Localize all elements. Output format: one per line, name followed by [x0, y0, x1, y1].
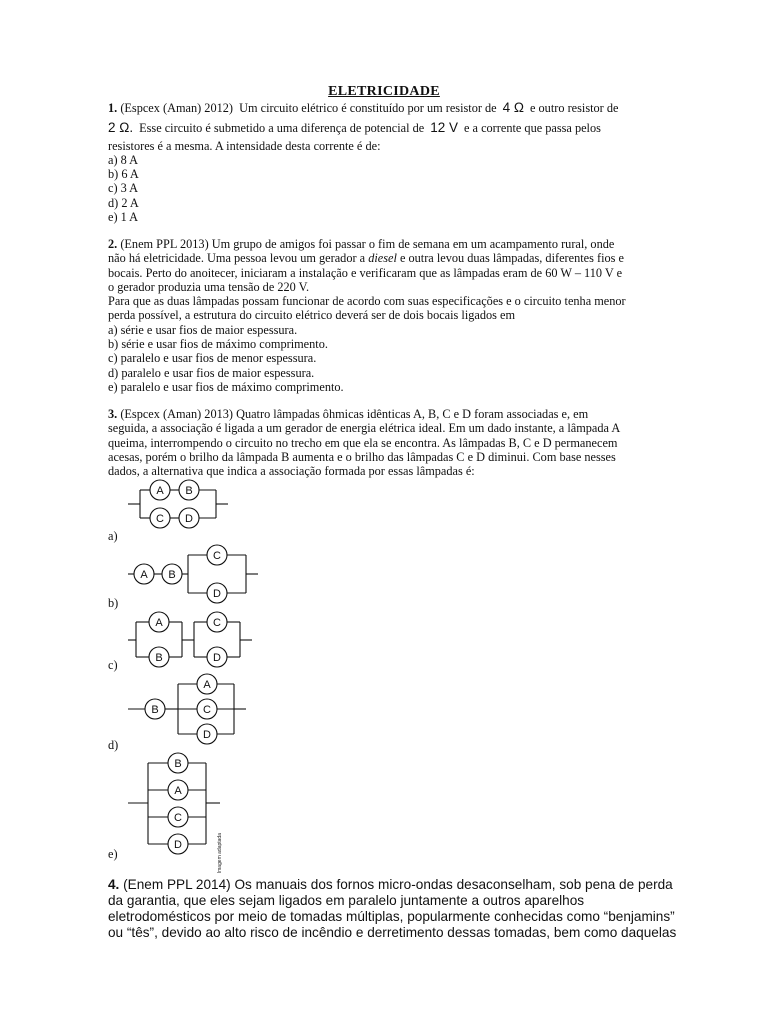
page-title: ELETRICIDADE [328, 84, 440, 99]
q1-voltage: 12 V [430, 120, 458, 136]
q2-line-6: perda possível, a estrutura do circuito elétrico deverá ser de dois bocais ligados em [108, 308, 516, 323]
q1-text-d: e a corrente que passa pelos [464, 121, 601, 136]
q4-line-4: ou “tês”, devido ao alto risco de incêndio e derretimento dessas tomadas, bem como daquelas [108, 925, 677, 940]
q3-line-2: seguida, a associação é ligada a um gerador de energia elétrica ideal. Em um dado instante, a lâmpada A [108, 421, 621, 436]
q1-source: (Espcex (Aman) 2012) [120, 101, 233, 115]
q2-option-a[interactable]: a) série e usar fios de maior espessura. [108, 322, 298, 337]
q2-option-b[interactable]: b) série e usar fios de máximo comprimento. [108, 337, 328, 352]
lamp-d-label: D [185, 513, 193, 525]
q3-option-d[interactable]: d) [108, 738, 119, 752]
q2-diesel: diesel [368, 251, 397, 266]
q1-line-2 [108, 121, 658, 135]
q3-number: 3. [108, 407, 118, 421]
q2-option-d[interactable]: d) paralelo e usar fios de maior espessura. [108, 365, 315, 380]
q2-line-5: Para que as duas lâmpadas possam funcionar de acordo com suas especificações e o circuito tenha menor [108, 294, 626, 309]
q1-resistor-1: 4 Ω [502, 100, 524, 115]
q2-line-3: bocais. Perto do anoitecer, iniciaram a instalação e verificaram que as lâmpadas eram de 60 W – 110 V e [108, 265, 623, 280]
question-2 [108, 237, 658, 394]
lamp-c-label: C [213, 617, 221, 629]
lamp-b-label: B [168, 569, 176, 581]
lamp-c-label: C [203, 704, 211, 716]
lamp-a-label: A [140, 569, 148, 581]
q2-line-2a: não há eletricidade. Uma pessoa levou um gerador a [108, 251, 369, 266]
lamp-c-label: C [213, 550, 221, 562]
lamp-d-label: D [213, 588, 221, 600]
q1-line-1 [108, 101, 658, 115]
q2-option-e[interactable]: e) paralelo e usar fios de máximo comprimento. [108, 379, 344, 394]
q1-option-d[interactable]: d) 2 A [108, 195, 139, 210]
q1-option-b[interactable]: b) 6 A [108, 167, 139, 182]
q4-number: 4. [108, 877, 120, 892]
q3-option-b[interactable]: b) [108, 596, 119, 610]
q3-line-1-text: (Espcex (Aman) 2013) Quatro lâmpadas ôhmicas idênticas A, B, C e D foram associadas e, em [120, 407, 589, 421]
image-credit: Imagem adaptada [217, 833, 223, 874]
q2-line-2 [108, 251, 658, 265]
q4-line-3: eletrodomésticos por meio de tomadas múltiplas, popularmente conhecidas como “benjamins” [108, 909, 675, 924]
circuit-option-a [128, 480, 228, 535]
lamp-d-label: D [213, 652, 221, 664]
q2-line-2b: e outra levou duas lâmpadas, diferentes fios e [396, 251, 624, 266]
question-4 [108, 877, 677, 941]
lamp-b-label: B [174, 758, 182, 770]
q3-option-e[interactable]: e) [108, 847, 118, 861]
lamp-b-label: B [185, 485, 193, 497]
q2-number: 2. [108, 237, 118, 251]
lamp-b-label: B [151, 704, 159, 716]
q1-option-e[interactable]: e) 1 A [108, 210, 139, 225]
lamp-a-label: A [156, 485, 164, 497]
q3-line-4: acesas, porém o brilho da lâmpada B aumenta e o brilho das lâmpadas C e D diminui. Com base nesses [108, 449, 616, 464]
q1-option-c[interactable]: c) 3 A [108, 181, 139, 196]
lamp-b-label: B [155, 652, 163, 664]
q2-line-1 [108, 237, 658, 251]
q4-line-2: da garantia, que eles sejam ligados em paralelo juntamente a outros aparelhos [108, 893, 585, 908]
q1-text-b: e outro resistor de [530, 101, 619, 115]
q4-line-1 [108, 877, 673, 893]
lamp-a-label: A [203, 679, 211, 691]
lamp-a-label: A [155, 617, 163, 629]
q1-text-a: Um circuito elétrico é constituído por um resistor de [239, 101, 497, 115]
q2-option-c[interactable]: c) paralelo e usar fios de menor espessura. [108, 351, 317, 366]
q1-line-3: resistores é a mesma. A intensidade desta corrente é de: [108, 138, 381, 153]
q2-line-4: o gerador produzia uma tensão de 220 V. [108, 279, 310, 294]
lamp-c-label: C [174, 812, 182, 824]
lamp-d-label: D [203, 729, 211, 741]
q3-option-c[interactable]: c) [108, 658, 118, 672]
circuit-option-b [128, 545, 258, 601]
q3-option-a[interactable]: a) [108, 529, 118, 543]
circuit-option-c [128, 611, 258, 669]
q2-line-1-text: (Enem PPL 2013) Um grupo de amigos foi passar o fim de semana em um acampamento rural, onde [120, 237, 615, 251]
q1-resistor-2: 2 Ω. [108, 120, 134, 136]
lamp-d-label: D [174, 839, 182, 851]
q4-line-1-text: (Enem PPL 2014) Os manuais dos fornos micro-ondas desaconselham, sob pena de perda [123, 877, 673, 892]
q1-option-a[interactable]: a) 8 A [108, 152, 139, 167]
lamp-c-label: C [156, 513, 164, 525]
q1-number: 1. [108, 101, 118, 115]
q3-line-1 [108, 407, 658, 421]
question-1 [108, 101, 658, 224]
question-3 [108, 407, 658, 478]
lamp-a-label: A [174, 785, 182, 797]
q3-line-3: queima, interrompendo o circuito no trecho em que ela se encontra. As lâmpadas B, C e D permanecem [108, 435, 618, 450]
circuit-option-e [128, 752, 228, 857]
circuit-option-d [128, 673, 258, 743]
q3-line-5: dados, a alternativa que indica a associação formada por essas lâmpadas é: [108, 464, 475, 479]
q1-text-c: Esse circuito é submetido a uma diferença de potencial de [139, 121, 425, 136]
